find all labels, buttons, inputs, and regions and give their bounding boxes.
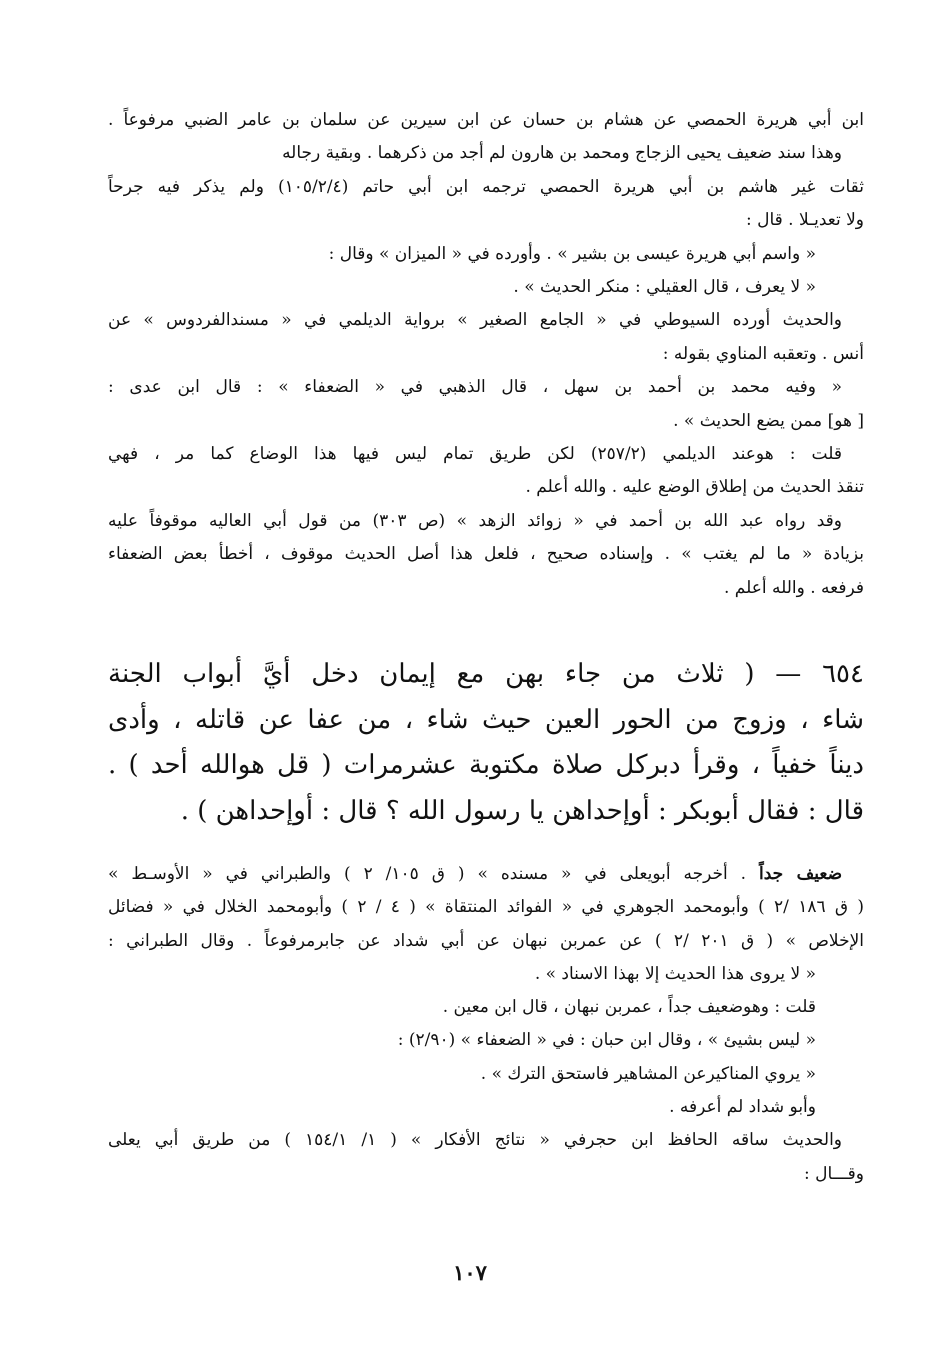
text-line: وهذا سند ضعيف يحيى الزجاج ومحمد بن هارون لم أجد من ذكرهما . وبقية رجاله [282, 143, 842, 164]
text-line: ولا تعديـلا . قال : [745, 210, 864, 231]
text-line: ثقات غير هاشم بن أبي هريرة الحمصي ترجمه ابن أبي حاتم (١٠٥/٢/٤) ولم يذكر فيه جرحاً [108, 176, 864, 197]
text-line: والحديث ساقه الحافظ ابن حجرفي « نتائج الأفكار » ( ١/ ١٥٤/١ ) من طريق أبي يعلى [108, 1130, 843, 1151]
text-line: بزيادة « ما لم يغتب » . وإسناده صحيح ، فلعل هذا أصل الحديث موقوف ، أخطأ بعض الضعفاء [108, 544, 864, 565]
quote-line: « وفيه محمد بن أحمد بن سهل ، قال الذهبي في « الضعفاء » : قال ابن عدى : [108, 377, 842, 398]
hadith-text [108, 652, 864, 834]
text-line: الإخلاص » ( ق ٢٠١ /٢ ) عن عمربن نبهان عن أبي شداد عن جابرمرفوعاً . وقال الطبراني : [108, 930, 864, 951]
text-line: والحديث أورده السيوطي في « الجامع الصغير » برواية الديلمي في « مسندالفردوس » عن [108, 310, 842, 331]
text-line: قلت : هوعند الديلمي (٢٥٧/٢) لكن طريق تمام ليس فيها هذا الوضاع كما مر ، فهي [108, 444, 842, 465]
quote-line: « يروي المناكيرعن المشاهير فاستحق الترك » . [480, 1063, 816, 1084]
quote-line: « لا يروى هذا الحديث إلا بهذا الاسناد » . [534, 963, 816, 984]
hadith-line: ديناً خفياً ، وقرأ دبركل صلاة مكتوبة عشرمرات ( قل هوالله أحد ) . [108, 750, 864, 780]
text-line: وأبو شداد لم أعرفه . [669, 1097, 816, 1118]
page-number: ١٠٧ [453, 1260, 487, 1285]
commentary-section-previous [108, 104, 864, 605]
text-line [108, 858, 864, 891]
text-line: ابن أبي هريرة الحمصي عن هشام بن حسان عن ابن سيرين عن سلمان بن عامر الضبي مرفوعاً . [108, 110, 864, 130]
text-line: وقد رواه عبد الله بن أحمد في « زوائد الزهد » (ص ٣٠٣) من قول أبي العاليه موقوفاً عليه [108, 510, 843, 531]
text-line: أنس . وتعقبه المناوي بقوله : [662, 343, 864, 364]
quote-line: « لا يعرف ، قال العقيلي : منكر الحديث » . [513, 277, 816, 298]
text-line: قلت : وهوضعيف جداً ، عمربن نبهان ، قال ابن معين . [442, 997, 816, 1018]
verdict-line-rest: . أخرجه أبويعلى في « مسنده » ( ق ١٠٥/ ٢ ) والطبراني في « الأوسـط » [108, 864, 760, 884]
verdict-label: ضعيف جداً [759, 864, 843, 884]
hadith-line: شاء ، وزوج من الحور العين حيث شاء ، من عفا عن قاتله ، وأدى [108, 704, 864, 735]
quote-line: [ هو] ممن يضع الحديث » . [673, 410, 864, 431]
text-line: تنقذ الحديث من إطلاق الوضع عليه . والله أعلم . [525, 477, 864, 498]
hadith-line: قال : فقال أبوبكر : أوإحداهن يا رسول الله ؟ قال : أوإحداهن ) . [180, 795, 864, 826]
text-line: فرفعه . والله أعلم . [723, 577, 864, 598]
quote-line: « واسم أبي هريرة عيسى بن بشير » . وأورده في « الميزان » وقال : [328, 243, 816, 264]
quote-line: « ليس بشيئ » ، وقال ابن حبان : في « الضعفاء » (٢/٩٠) : [397, 1030, 816, 1051]
text-line: ( ق ١٨٦ /٢ ) وأبومحمد الجوهري في « الفوائد المنتقاة » ( ٤ / ٢ ) وأبومحمد الخلال في « فضائل [108, 897, 864, 918]
hadith-line: ٦٥٤ — ( ثلاث من جاء بهن مع إيمان دخل أيَّ أبواب الجنة [108, 659, 864, 689]
text-line: وقـــال : [804, 1163, 864, 1184]
commentary-section-current [108, 858, 864, 1191]
